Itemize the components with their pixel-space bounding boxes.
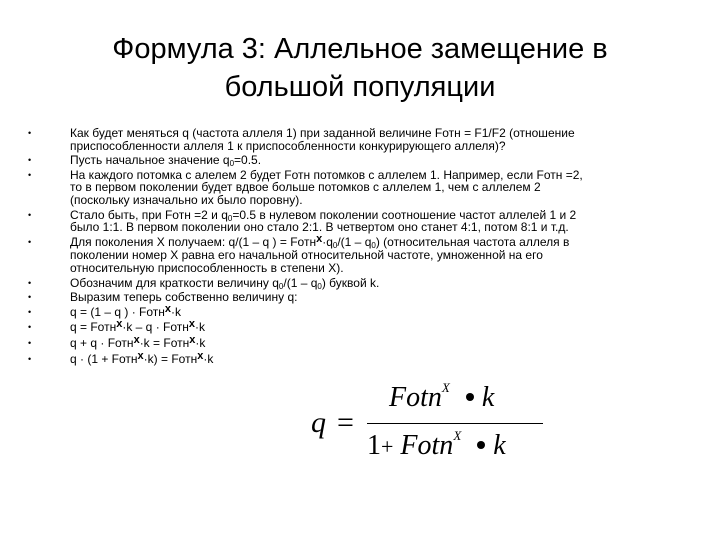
text-part: q = (1 – q ) · Fотн	[70, 304, 165, 319]
subscript: 0	[332, 240, 338, 250]
text-part: ·k	[171, 304, 182, 319]
bullet-text	[70, 232, 700, 250]
bullet-text: поколении номер X равна его начальной относительной частоте, умноженной на его	[70, 248, 543, 263]
slide-title	[60, 30, 660, 106]
bullet-text: (поскольку изначально их было поровну).	[70, 192, 303, 207]
text-part: Пусть начальное значение q	[70, 153, 230, 168]
subscript: 0	[229, 159, 235, 169]
superscript: x	[316, 232, 323, 245]
bullet-text: Как будет меняться q (частота аллеля 1) при заданной величине Fотн = F1/F2 (отношение	[70, 126, 575, 140]
title-line-1: Формула 3: Аллельное замещение в	[112, 33, 608, 65]
formula-exponent: X	[441, 380, 450, 395]
text-part: ·k	[195, 335, 206, 350]
bullet-item	[28, 318, 700, 335]
title-line-2: большой популяции	[224, 71, 496, 103]
formula-numerator	[389, 382, 494, 414]
text-part: Обозначим для краткости величину q	[70, 275, 279, 290]
bullet-text	[70, 154, 700, 167]
bullet-dot: •	[28, 128, 32, 138]
fraction-bar	[367, 423, 543, 424]
bullet-text	[70, 333, 700, 351]
bullet-text: было 1:1. В первом поколении оно стало 2:1. В четвертом оно станет 4:1, потом 8:1 и т.д.	[70, 220, 569, 235]
bullet-dot: •	[28, 353, 32, 364]
bullet-item	[28, 232, 700, 275]
bullet-text	[70, 302, 700, 320]
bullet-text	[70, 277, 700, 290]
superscript: x	[116, 318, 123, 331]
bullet-text	[70, 318, 700, 335]
superscript: x	[197, 349, 204, 362]
bullet-item	[28, 209, 700, 234]
text-part: =0.5.	[234, 153, 262, 168]
superscript: x	[189, 333, 196, 346]
formula-one: 1	[367, 430, 381, 461]
bullet-item	[28, 291, 700, 304]
formula-exponent: X	[453, 428, 462, 443]
bullet-text: относительную приспособленность в степени X).	[70, 260, 344, 275]
formula-fotn: Fotn	[400, 430, 454, 461]
bullet-item	[28, 349, 700, 367]
bullet-text: то в первом поколении будет вдвое больше потомков с аллелем 1, чем с аллелем 2	[70, 180, 541, 195]
bullet-item	[28, 127, 700, 152]
bullet-text: На каждого потомка с алелем 2 будет Fотн потомков с аллелем 1. Например, если Fотн =2,	[70, 167, 583, 182]
bullet-item	[28, 302, 700, 320]
bullet-dot: •	[28, 292, 32, 303]
bullet-dot: •	[28, 236, 32, 247]
bullet-dot: •	[28, 209, 32, 220]
text-part: /(1 – q	[283, 275, 318, 290]
superscript: x	[137, 349, 144, 362]
multiply-dot-icon	[477, 441, 485, 449]
formula-equals: =	[337, 406, 354, 439]
superscript: x	[188, 318, 196, 331]
text-part: ·k = Fотн	[139, 335, 190, 350]
text-part: ·k) = Fотн	[143, 351, 198, 366]
formula-q: q	[311, 406, 326, 439]
subscript: 0	[371, 240, 376, 250]
bullet-dot: •	[28, 277, 32, 288]
bullet-text: Выразим теперь собственно величину q:	[70, 290, 298, 305]
text-part: q + q · Fотн	[70, 335, 134, 350]
multiply-dot-icon	[466, 393, 474, 401]
text-part: ·k – q · Fотн	[122, 320, 189, 335]
text-part: =0.5 в нулевом поколении соотношение частот аллелей 1 и 2	[232, 207, 577, 222]
formula	[305, 378, 565, 468]
text-part: ·k	[203, 351, 214, 366]
bullet-item	[28, 154, 700, 167]
formula-k: k	[481, 382, 495, 413]
text-part: Стало быть, при Fотн =2 и q	[70, 207, 228, 222]
superscript: x	[164, 302, 172, 315]
text-part: ·k	[195, 320, 206, 335]
text-part: q · (1 + Fотн	[70, 351, 138, 366]
subscript: 0	[227, 213, 233, 223]
bullet-item	[28, 277, 700, 290]
bullet-list	[28, 127, 700, 368]
formula-fotn: Fotn	[389, 382, 442, 413]
text-part: q = Fотн	[70, 320, 117, 335]
subscript: 0	[278, 281, 284, 291]
text-part: ) (относительная частота аллеля в	[375, 234, 570, 249]
bullet-dot: •	[28, 337, 32, 348]
bullet-item	[28, 169, 700, 207]
bullet-dot: •	[28, 155, 32, 166]
formula-plus: +	[381, 434, 394, 459]
subscript: 0	[317, 281, 322, 291]
text-part: /(1 – q	[337, 234, 372, 249]
bullet-dot: •	[28, 169, 32, 180]
text-part: ) буквой k.	[321, 275, 380, 290]
superscript: x	[133, 333, 140, 346]
bullet-text	[70, 349, 700, 367]
bullet-text: приспособленности аллеля 1 к приспособленности конкурирующего аллеля)?	[70, 138, 506, 153]
text-part: ·q	[322, 234, 333, 249]
bullet-dot: •	[28, 306, 32, 317]
formula-k: k	[493, 430, 506, 461]
text-part: Для поколения X получаем: q/(1 – q ) = Fотн	[70, 234, 317, 249]
formula-denominator	[367, 430, 506, 462]
bullet-item	[28, 333, 700, 351]
bullet-dot: •	[28, 322, 32, 333]
